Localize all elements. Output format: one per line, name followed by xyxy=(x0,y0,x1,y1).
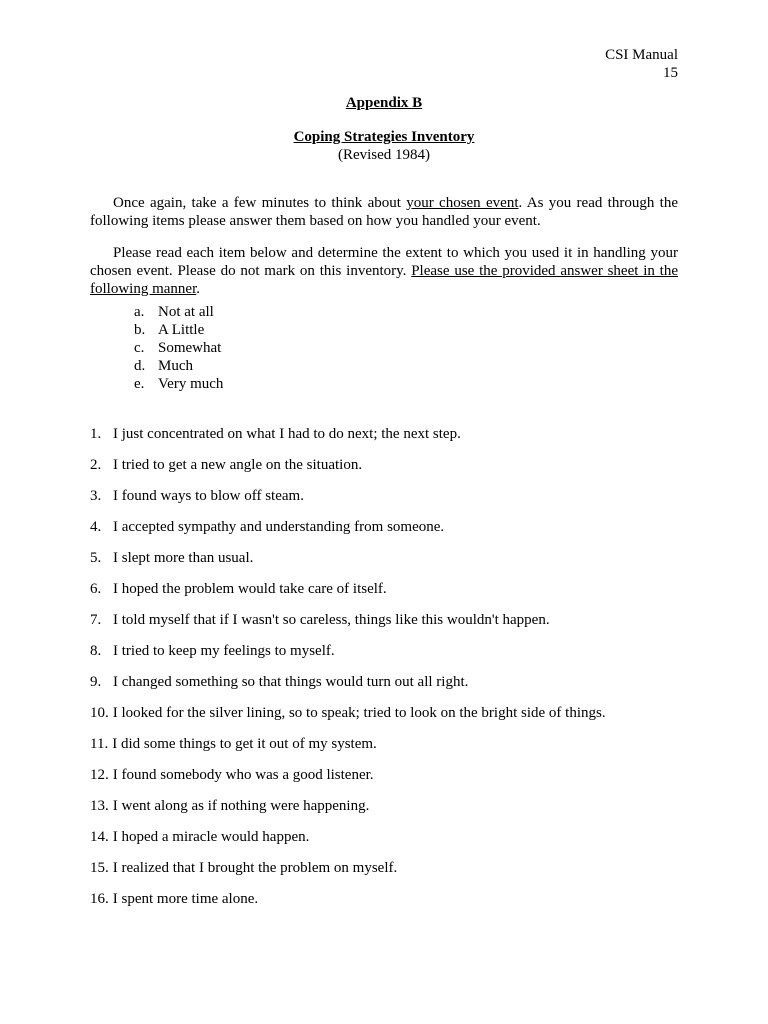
inventory-items xyxy=(90,425,690,921)
scale-letter: b. xyxy=(134,322,146,338)
revision-note: (Revised 1984) xyxy=(337,147,431,163)
scale-label: Somewhat xyxy=(158,340,222,356)
item-text: I did some things to get it out of my system. xyxy=(112,736,377,752)
item-number: 6. xyxy=(90,581,102,597)
paragraph2-before: Please read each item below and determine the extent to which you used it in handling your chosen event. Please do not mark on this inventory. xyxy=(90,245,678,279)
scale-letter: a. xyxy=(134,304,145,320)
item-text: I tried to get a new angle on the situation. xyxy=(113,457,363,473)
item-text: I found ways to blow off steam. xyxy=(113,488,304,504)
item-text: I found somebody who was a good listener. xyxy=(112,767,374,783)
item-number: 13. xyxy=(90,798,109,814)
scale-letter: c. xyxy=(134,340,145,356)
item-number: 4. xyxy=(90,519,102,535)
paragraph1-after: . As you read through the following items please answer them based on how you handled your event. xyxy=(90,195,678,229)
list-item xyxy=(90,704,690,735)
item-text: I tried to keep my feelings to myself. xyxy=(113,643,335,659)
scale-option xyxy=(134,303,223,321)
page-header xyxy=(605,46,678,82)
manual-name: CSI Manual xyxy=(605,47,678,63)
item-text: I realized that I brought the problem on myself. xyxy=(112,860,398,876)
list-item xyxy=(90,549,690,580)
list-item xyxy=(90,580,690,611)
item-number: 11. xyxy=(90,736,109,752)
list-item xyxy=(90,890,690,921)
appendix-title: Appendix B xyxy=(345,95,423,111)
list-item xyxy=(90,518,690,549)
list-item xyxy=(90,642,690,673)
scale-label: Very much xyxy=(158,376,224,392)
list-item xyxy=(90,425,690,456)
item-number: 16. xyxy=(90,891,109,907)
list-item xyxy=(90,766,690,797)
list-item xyxy=(90,828,690,859)
instructions-paragraph-2 xyxy=(90,244,678,298)
item-number: 12. xyxy=(90,767,109,783)
item-number: 15. xyxy=(90,860,109,876)
item-number: 8. xyxy=(90,643,102,659)
scale-letter: d. xyxy=(134,358,146,374)
item-text: I spent more time alone. xyxy=(112,891,259,907)
list-item xyxy=(90,611,690,642)
page-number: 15 xyxy=(663,65,678,81)
scale-option xyxy=(134,375,223,393)
item-number: 10. xyxy=(90,705,109,721)
item-number: 5. xyxy=(90,550,102,566)
inventory-title-line xyxy=(0,128,768,146)
item-number: 3. xyxy=(90,488,102,504)
scale-option xyxy=(134,357,223,375)
item-text: I went along as if nothing were happening. xyxy=(112,798,370,814)
appendix-title-line xyxy=(0,94,768,112)
instructions-paragraph-1 xyxy=(90,194,678,230)
item-text: I told myself that if I wasn't so careless, things like this wouldn't happen. xyxy=(113,612,550,628)
list-item xyxy=(90,487,690,518)
scale-label: Not at all xyxy=(158,304,214,320)
item-number: 14. xyxy=(90,829,109,845)
list-item xyxy=(90,735,690,766)
item-text: I just concentrated on what I had to do next; the next step. xyxy=(113,426,461,442)
item-number: 9. xyxy=(90,674,102,690)
scale-option xyxy=(134,321,223,339)
list-item xyxy=(90,673,690,704)
list-item xyxy=(90,456,690,487)
list-item xyxy=(90,797,690,828)
scale-label: A Little xyxy=(158,322,205,338)
item-number: 2. xyxy=(90,457,102,473)
response-scale xyxy=(134,303,223,393)
item-number: 7. xyxy=(90,612,102,628)
scale-label: Much xyxy=(158,358,193,374)
answer-sheet-underlined: Please use the provided answer sheet in the following manner xyxy=(90,263,678,297)
item-text: I accepted sympathy and understanding from someone. xyxy=(113,519,445,535)
paragraph2-after: . xyxy=(196,281,200,297)
scale-letter: e. xyxy=(134,376,145,392)
item-number: 1. xyxy=(90,426,102,442)
scale-option xyxy=(134,339,223,357)
item-text: I hoped the problem would take care of itself. xyxy=(113,581,387,597)
item-text: I slept more than usual. xyxy=(113,550,254,566)
chosen-event-underlined: your chosen event xyxy=(406,195,519,211)
inventory-title: Coping Strategies Inventory xyxy=(293,129,475,145)
item-text: I changed something so that things would turn out all right. xyxy=(113,674,469,690)
item-text: I hoped a miracle would happen. xyxy=(112,829,310,845)
list-item xyxy=(90,859,690,890)
item-text: I looked for the silver lining, so to speak; tried to look on the bright side of things. xyxy=(112,705,606,721)
paragraph1-before: Once again, take a few minutes to think about xyxy=(113,195,407,211)
